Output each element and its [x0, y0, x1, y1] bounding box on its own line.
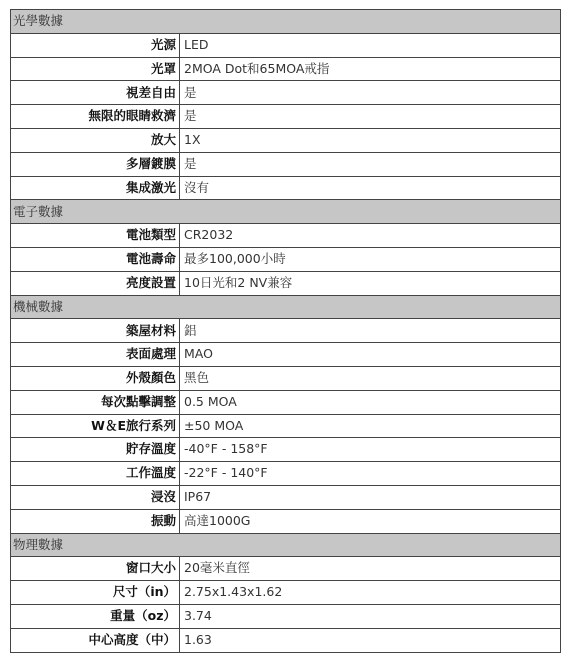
spec-table	[10, 9, 561, 653]
spec-value: 鋁	[180, 319, 561, 343]
spec-row	[11, 581, 561, 605]
spec-value: 是	[180, 81, 561, 105]
spec-label: 放大	[11, 128, 180, 152]
spec-label: 光源	[11, 33, 180, 57]
spec-label: 貯存溫度	[11, 438, 180, 462]
spec-row	[11, 366, 561, 390]
spec-value: 是	[180, 152, 561, 176]
section-title: 電子數據	[11, 200, 561, 224]
spec-row	[11, 438, 561, 462]
section-header	[11, 10, 561, 34]
spec-label: 視差自由	[11, 81, 180, 105]
spec-value: ±50 MOA	[180, 414, 561, 438]
spec-label: 浸沒	[11, 485, 180, 509]
spec-row	[11, 57, 561, 81]
spec-table-container	[10, 9, 560, 653]
spec-label: 無限的眼睛救濟	[11, 105, 180, 129]
spec-row	[11, 247, 561, 271]
spec-row	[11, 628, 561, 652]
spec-row	[11, 462, 561, 486]
section-title: 機械數據	[11, 295, 561, 319]
spec-value: MAO	[180, 343, 561, 367]
spec-row	[11, 105, 561, 129]
spec-row	[11, 81, 561, 105]
spec-row	[11, 557, 561, 581]
spec-value: 2MOA Dot和65MOA戒指	[180, 57, 561, 81]
spec-row	[11, 485, 561, 509]
spec-label: 重量（oz）	[11, 604, 180, 628]
section-title: 物理數據	[11, 533, 561, 557]
spec-label: 亮度設置	[11, 271, 180, 295]
spec-label: 尺寸（in）	[11, 581, 180, 605]
spec-value: 沒有	[180, 176, 561, 200]
spec-value: -22°F - 140°F	[180, 462, 561, 486]
spec-row	[11, 509, 561, 533]
spec-label: 表面處理	[11, 343, 180, 367]
spec-value: 1X	[180, 128, 561, 152]
spec-value: 10日光和2 NV兼容	[180, 271, 561, 295]
spec-value: 3.74	[180, 604, 561, 628]
spec-row	[11, 390, 561, 414]
spec-value: CR2032	[180, 224, 561, 248]
spec-value: 0.5 MOA	[180, 390, 561, 414]
spec-value: 20毫米直徑	[180, 557, 561, 581]
spec-row	[11, 33, 561, 57]
spec-value: IP67	[180, 485, 561, 509]
spec-label: 振動	[11, 509, 180, 533]
spec-label: 中心高度（中）	[11, 628, 180, 652]
spec-row	[11, 152, 561, 176]
spec-value: 1.63	[180, 628, 561, 652]
spec-value: 黑色	[180, 366, 561, 390]
spec-row	[11, 604, 561, 628]
spec-table-body	[11, 10, 561, 653]
section-header	[11, 295, 561, 319]
spec-value: 是	[180, 105, 561, 129]
spec-label: 外殼顏色	[11, 366, 180, 390]
spec-value: 2.75x1.43x1.62	[180, 581, 561, 605]
spec-label: 築屋材料	[11, 319, 180, 343]
section-header	[11, 200, 561, 224]
spec-value: 高達1000G	[180, 509, 561, 533]
spec-label: 集成激光	[11, 176, 180, 200]
spec-value: LED	[180, 33, 561, 57]
spec-label: 工作溫度	[11, 462, 180, 486]
section-title: 光學數據	[11, 10, 561, 34]
spec-label: 窗口大小	[11, 557, 180, 581]
spec-row	[11, 128, 561, 152]
spec-value: -40°F - 158°F	[180, 438, 561, 462]
spec-label: 光罩	[11, 57, 180, 81]
spec-label: 每次點擊調整	[11, 390, 180, 414]
spec-row	[11, 176, 561, 200]
spec-row	[11, 271, 561, 295]
spec-row	[11, 319, 561, 343]
section-header	[11, 533, 561, 557]
spec-label: W＆E旅行系列	[11, 414, 180, 438]
spec-value: 最多100,000小時	[180, 247, 561, 271]
spec-label: 電池類型	[11, 224, 180, 248]
spec-label: 電池壽命	[11, 247, 180, 271]
spec-row	[11, 343, 561, 367]
spec-row	[11, 224, 561, 248]
spec-label: 多層鍍膜	[11, 152, 180, 176]
spec-row	[11, 414, 561, 438]
